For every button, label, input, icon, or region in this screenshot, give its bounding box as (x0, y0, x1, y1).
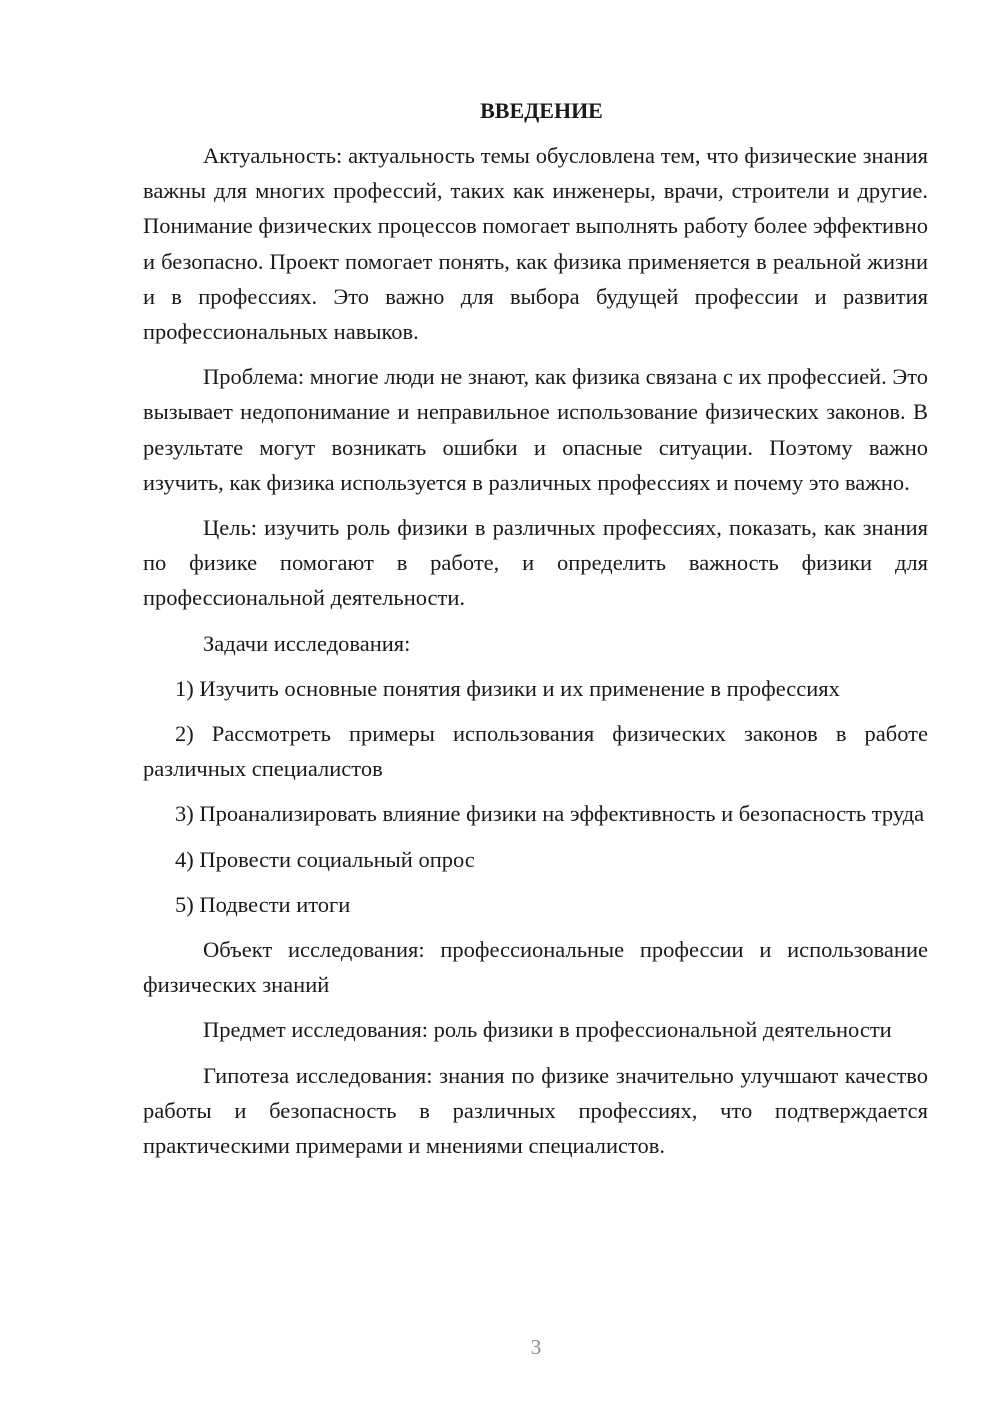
task-item-3: 3) Проанализировать влияние физики на эффективность и безопасность труда (175, 801, 925, 827)
goal-paragraph: Цель: изучить роль физики в различных профессиях, показать, как знания по физике помогают в работе, и определить важность физики для профессиональной деятельности. (143, 515, 928, 611)
task-item-2: 2) Рассмотреть примеры использования физических законов в работе различных специалистов (143, 721, 928, 782)
tasks-title: Задачи исследования: (203, 630, 411, 656)
subject-paragraph: Предмет исследования: роль физики в профессиональной деятельности (203, 1017, 892, 1043)
object-paragraph: Объект исследования: профессиональные профессии и использование физических знаний (143, 937, 928, 998)
task-item-4: 4) Провести социальный опрос (175, 846, 475, 872)
relevance-paragraph: Актуальность: актуальность темы обусловлена тем, что физические знания важны для многих профессий, таких как инженеры, врачи, строители и другие. Понимание физических процессов помогает выполнять работу более эффективно и безопасно. Проект помогает понять, как физика применяется в реальной жизни и в профессиях. Это важно для выбора будущей профессии и развития профессиональных навыков. (143, 143, 928, 345)
page-content (143, 93, 928, 1173)
task-item-1: 1) Изучить основные понятия физики и их применение в профессиях (175, 675, 840, 701)
hypothesis-paragraph: Гипотеза исследования: знания по физике значительно улучшают качество работы и безопасность в различных профессиях, что подтверждается практическими примерами и мнениями специалистов. (143, 1062, 928, 1159)
problem-paragraph: Проблема: многие люди не знают, как физика связана с их профессией. Это вызывает недопонимание и неправильное использование физических законов. В результате могут возникать ошибки и опасные ситуации. Поэтому важно изучить, как физика используется в различных профессиях и почему это важно. (143, 364, 928, 495)
task-item-5: 5) Подвести итоги (175, 891, 351, 917)
section-heading: ВВЕДЕНИЕ (480, 98, 603, 123)
page-number: 3 (530, 1335, 542, 1359)
